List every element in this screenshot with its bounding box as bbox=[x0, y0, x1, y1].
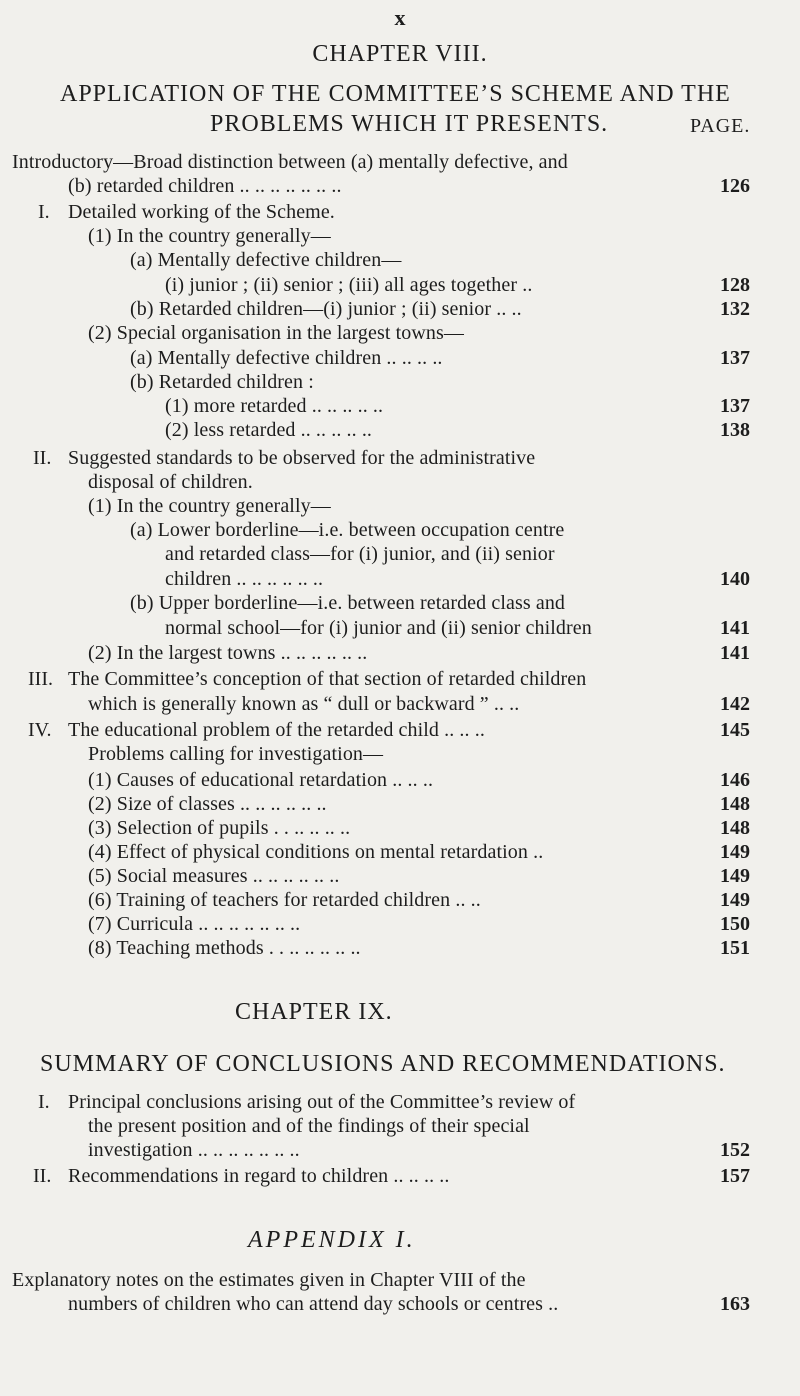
toc-entry: children .. .. .. .. .. .. bbox=[165, 568, 324, 590]
chapter-8-heading-line2: PROBLEMS WHICH IT PRESENTS. bbox=[210, 111, 609, 137]
toc-page-number: 149 bbox=[720, 889, 750, 911]
toc-entry: Problems calling for investigation— bbox=[88, 743, 384, 765]
toc-page-number: 137 bbox=[720, 395, 750, 417]
toc-entry: (5) Social measures .. .. .. .. .. .. bbox=[88, 865, 340, 887]
section-number: I. bbox=[38, 1091, 50, 1113]
toc-entry: the present position and of the findings of their special bbox=[88, 1115, 530, 1137]
toc-entry: (1) more retarded .. .. .. .. .. bbox=[165, 395, 384, 417]
toc-entry: disposal of children. bbox=[88, 471, 253, 493]
toc-page-number: 151 bbox=[720, 937, 750, 959]
toc-entry: (b) Retarded children : bbox=[130, 371, 314, 393]
printer-mark: x bbox=[394, 5, 406, 30]
toc-page-number: 141 bbox=[720, 642, 750, 664]
toc-page-number: 141 bbox=[720, 617, 750, 639]
chapter-9-title: CHAPTER IX. bbox=[235, 999, 393, 1025]
section-number: I. bbox=[38, 201, 50, 223]
toc-page-number: 149 bbox=[720, 865, 750, 887]
toc-entry: (a) Lower borderline—i.e. between occupation centre bbox=[130, 519, 565, 541]
toc-entry: The educational problem of the retarded child .. .. .. bbox=[68, 719, 485, 741]
chapter-8-heading-line1: APPLICATION OF THE COMMITTEE’S SCHEME AND THE bbox=[60, 81, 731, 107]
section-number: II. bbox=[33, 447, 52, 469]
toc-page-number: 138 bbox=[720, 419, 750, 441]
toc-entry: Detailed working of the Scheme. bbox=[68, 201, 335, 223]
toc-entry: (1) Causes of educational retardation .. .. .. bbox=[88, 769, 434, 791]
toc-page-number: 142 bbox=[720, 693, 750, 715]
toc-entry: (4) Effect of physical conditions on mental retardation .. bbox=[88, 841, 544, 863]
toc-page-number: 149 bbox=[720, 841, 750, 863]
toc-entry: normal school—for (i) junior and (ii) senior children bbox=[165, 617, 592, 639]
chapter-9-heading: SUMMARY OF CONCLUSIONS AND RECOMMENDATIONS. bbox=[40, 1051, 726, 1077]
toc-entry: (2) less retarded .. .. .. .. .. bbox=[165, 419, 373, 441]
toc-entry: which is generally known as “ dull or backward ” .. .. bbox=[88, 693, 520, 715]
toc-page-number: 148 bbox=[720, 817, 750, 839]
toc-page-number: 132 bbox=[720, 298, 750, 320]
toc-entry: (a) Mentally defective children .. .. .. .. bbox=[130, 347, 443, 369]
toc-page-number: 145 bbox=[720, 719, 750, 741]
toc-page-number: 163 bbox=[720, 1293, 750, 1315]
appendix-title: APPENDIX I. bbox=[248, 1227, 416, 1253]
toc-entry: (b) Retarded children—(i) junior ; (ii) senior .. .. bbox=[130, 298, 522, 320]
toc-entry: (b) retarded children .. .. .. .. .. .. .. bbox=[68, 175, 342, 197]
toc-entry: and retarded class—for (i) junior, and (ii) senior bbox=[165, 543, 555, 565]
page-column-label: PAGE. bbox=[690, 115, 751, 137]
appendix-entry-line2: numbers of children who can attend day schools or centres .. bbox=[68, 1293, 559, 1315]
toc-page-number: 146 bbox=[720, 769, 750, 791]
toc-entry: (7) Curricula .. .. .. .. .. .. .. bbox=[88, 913, 301, 935]
appendix-entry-line1: Explanatory notes on the estimates given in Chapter VIII of the bbox=[12, 1269, 526, 1291]
toc-entry: Principal conclusions arising out of the Committee’s review of bbox=[68, 1091, 576, 1113]
toc-entry: (a) Mentally defective children— bbox=[130, 249, 402, 271]
toc-entry: Suggested standards to be observed for the administrative bbox=[68, 447, 536, 469]
toc-page-number: 140 bbox=[720, 568, 750, 590]
toc-entry: (2) Special organisation in the largest towns— bbox=[88, 322, 465, 344]
toc-entry: (i) junior ; (ii) senior ; (iii) all ages together .. bbox=[165, 274, 533, 296]
section-number: III. bbox=[28, 668, 53, 690]
toc-page-number: 128 bbox=[720, 274, 750, 296]
toc-page-number: 148 bbox=[720, 793, 750, 815]
toc-entry: investigation .. .. .. .. .. .. .. bbox=[88, 1139, 300, 1161]
toc-entry: Introductory—Broad distinction between (a) mentally defective, and bbox=[12, 151, 568, 173]
section-number: II. bbox=[33, 1165, 52, 1187]
section-number: IV. bbox=[28, 719, 52, 741]
toc-entry: (2) In the largest towns .. .. .. .. .. .. bbox=[88, 642, 368, 664]
toc-page-number: 157 bbox=[720, 1165, 750, 1187]
chapter-8-title: CHAPTER VIII. bbox=[312, 41, 488, 67]
toc-entry: (2) Size of classes .. .. .. .. .. .. bbox=[88, 793, 327, 815]
toc-entry: (3) Selection of pupils . . .. .. .. .. bbox=[88, 817, 351, 839]
toc-entry: Recommendations in regard to children .. .. .. .. bbox=[68, 1165, 450, 1187]
toc-entry: (1) In the country generally— bbox=[88, 225, 331, 247]
toc-page-number: 137 bbox=[720, 347, 750, 369]
toc-page-number: 152 bbox=[720, 1139, 750, 1161]
toc-page-number: 150 bbox=[720, 913, 750, 935]
toc-entry: (b) Upper borderline—i.e. between retarded class and bbox=[130, 592, 566, 614]
toc-entry: (8) Teaching methods . . .. .. .. .. .. bbox=[88, 937, 361, 959]
toc-entry: (6) Training of teachers for retarded children .. .. bbox=[88, 889, 481, 911]
toc-page-number: 126 bbox=[720, 175, 750, 197]
toc-entry: (1) In the country generally— bbox=[88, 495, 331, 517]
toc-entry: The Committee’s conception of that section of retarded children bbox=[68, 668, 587, 690]
